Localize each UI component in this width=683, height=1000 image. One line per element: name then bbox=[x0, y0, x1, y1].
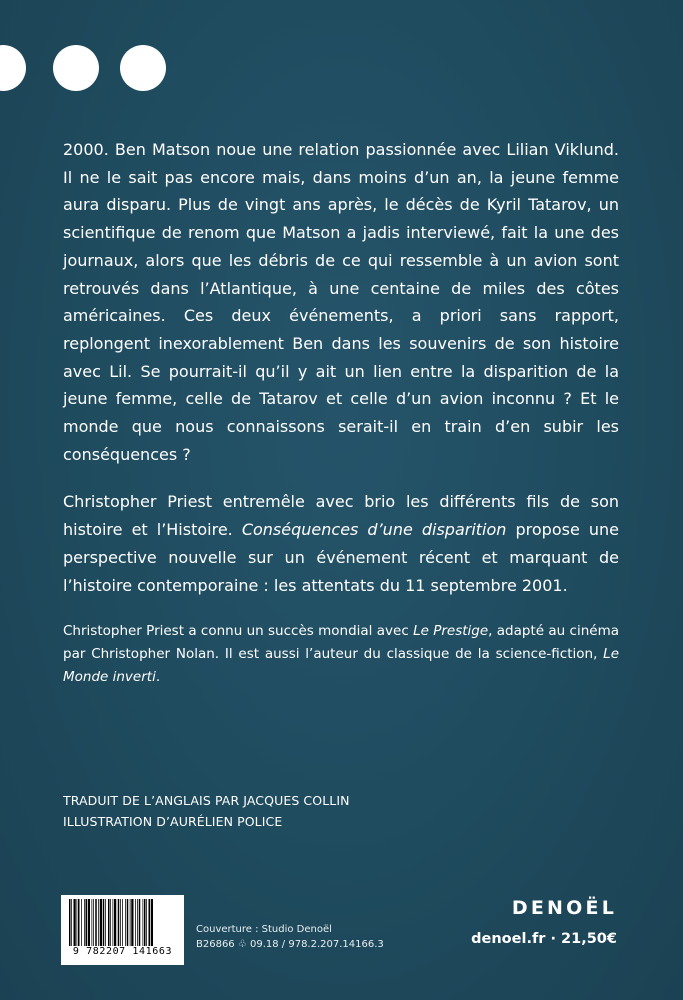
credits bbox=[63, 790, 350, 832]
author-bio-middle: , adapté au cinéma par Christopher Nolan. Il est aussi l’auteur du classique de la science-fiction, bbox=[63, 623, 619, 662]
price: 21,50€ bbox=[561, 931, 617, 947]
dot-2 bbox=[53, 45, 99, 91]
imprint bbox=[196, 922, 384, 952]
author-bio-title-1: Le Prestige bbox=[413, 623, 489, 639]
synopsis bbox=[63, 136, 619, 599]
synopsis-paragraph-1: 2000. Ben Matson noue une relation passionnée avec Lilian Viklund. Il ne le sait pas encore mais, dans moins d’un an, la jeune femme aura disparu. Plus de vingt ans après, le décès de Kyril Tatarov, un scientifique de renom que Matson a jadis interviewé, fait la une des journaux, alors que les débris de ce qui ressemble à un avion sont retrouvés dans l’Atlantique, à une centaine de miles des côtes américaines. Ces deux événements, a priori sans rapport, replongent inexorablement Ben dans les souvenirs de son histoire avec Lil. Se pourrait-il qu’il y ait un lien entre la disparition de la jeune femme, celle de Tatarov et celle d’un avion inconnu ? Et le monde que nous connaissons serait-il en train d’en subir les conséquences ? bbox=[63, 140, 619, 464]
author-bio-after: . bbox=[155, 669, 161, 685]
illustration-credit: ILLUSTRATION D’AURÉLIEN POLICE bbox=[63, 814, 283, 829]
cover-credit: Couverture : Studio Denoël bbox=[196, 924, 332, 935]
dot-1 bbox=[0, 45, 26, 91]
synopsis-p2-before: Christopher Priest entremêle avec brio les différents fils de son histoire et l’Histoire. bbox=[63, 492, 619, 540]
price-separator: · bbox=[545, 931, 562, 947]
barcode-bars bbox=[67, 899, 178, 946]
publisher-website: denoel.fr bbox=[471, 931, 546, 947]
book-title: Conséquences d’une disparition bbox=[241, 520, 507, 540]
reference-number: B26866 ♧ 09.18 / 978.2.207.14166.3 bbox=[196, 939, 384, 950]
dot-3 bbox=[120, 45, 166, 91]
synopsis-paragraph-2 bbox=[63, 488, 619, 599]
publisher-logo: DENOËL bbox=[511, 897, 617, 919]
price-line bbox=[471, 931, 617, 947]
translation-credit: TRADUIT DE L’ANGLAIS PAR JACQUES COLLIN bbox=[63, 793, 350, 808]
decorative-dots bbox=[0, 45, 200, 95]
author-bio bbox=[63, 620, 619, 689]
author-bio-title-2: Le Monde inverti bbox=[63, 646, 619, 685]
author-bio-before: Christopher Priest a connu un succès mondial avec bbox=[63, 623, 414, 639]
synopsis-p2-after: propose une perspective nouvelle sur un événement récent et marquant de l’histoire contemporaine : les attentats du 11 septembre 2001. bbox=[63, 520, 619, 595]
barcode-digits: 9 782207 141663 bbox=[72, 946, 173, 957]
barcode bbox=[61, 895, 184, 965]
